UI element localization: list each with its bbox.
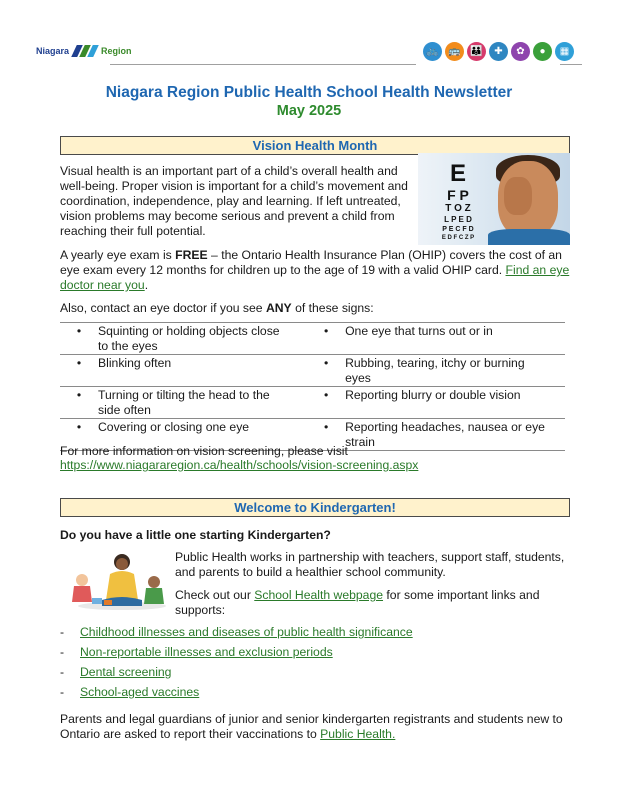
- dash-marker: -: [60, 645, 65, 659]
- vision-screening-link[interactable]: https://www.niagararegion.ca/health/schools/vision-screening.aspx: [60, 458, 419, 472]
- child-shirt: [488, 229, 570, 245]
- bicycle-icon: 🚲: [423, 42, 442, 61]
- eye-chart-line: L P E D: [444, 215, 472, 224]
- sign-cell: [60, 323, 307, 355]
- newsletter-title: Niagara Region Public Health School Health Newsletter: [105, 84, 513, 101]
- sign-text: Covering or closing one eye: [98, 420, 250, 434]
- signs-text-start: Also, contact an eye doctor if you see: [60, 301, 266, 315]
- logo-text-region: Region: [101, 45, 132, 56]
- exam-free-bold: FREE: [175, 248, 208, 262]
- school-health-webpage-link[interactable]: School Health webpage: [254, 588, 384, 602]
- list-item: [60, 625, 570, 645]
- sign-text: Reporting headaches, nausea or eye strain: [345, 420, 545, 449]
- list-item: [60, 665, 570, 685]
- vision-intro: Visual health is an important part of a child’s overall health and well-being. Proper vision is important for a child’s movement and coordination, independence, play and learning. If left untreated, vision problems may become serious and prevent a child from reaching their full potential.: [60, 164, 408, 238]
- sign-cell: [60, 387, 307, 419]
- apple-icon: ●: [533, 42, 552, 61]
- exam-text-start: A yearly eye exam is: [60, 248, 176, 262]
- report-text: Parents and legal guardians of junior and senior kindergarten registrants and students new to Ontario are asked to report their vaccinations to: [60, 712, 563, 741]
- vision-signs-table: [60, 322, 565, 451]
- eye-chart-line: F P: [447, 187, 469, 203]
- vaccination-report-text: [60, 712, 570, 742]
- logo-mark-icon: [72, 45, 98, 57]
- header-divider-left: [110, 64, 416, 65]
- signs-row: [60, 355, 565, 387]
- resource-link[interactable]: Childhood illnesses and diseases of public health significance: [80, 625, 413, 639]
- eye-exam-paragraph: [60, 248, 570, 293]
- signs-row: [60, 387, 565, 419]
- bullet-icon: •: [76, 356, 82, 370]
- bullet-icon: •: [323, 324, 329, 338]
- bullet-icon: •: [323, 420, 329, 434]
- building-icon: ▦: [555, 42, 574, 61]
- signs-row: [60, 323, 565, 355]
- bullet-icon: •: [323, 388, 329, 402]
- sign-text: One eye that turns out or in: [345, 324, 493, 338]
- kindergarten-question: Do you have a little one starting Kindergarten?: [60, 528, 331, 542]
- dash-marker: -: [60, 625, 65, 639]
- find-eye-doctor-link[interactable]: Find an eye doctor near you: [60, 263, 570, 292]
- header-divider-right: [560, 64, 582, 65]
- sign-text: Turning or tilting the head to the side often: [98, 388, 270, 417]
- brain-icon: ✿: [511, 42, 530, 61]
- kindergarten-section-heading: Welcome to Kindergarten!: [60, 498, 570, 517]
- vision-section-heading: Vision Health Month: [60, 136, 570, 155]
- resource-link[interactable]: Non-reportable illnesses and exclusion periods: [80, 645, 333, 659]
- exam-text-end: .: [144, 278, 149, 292]
- sign-text: Rubbing, tearing, itchy or burning eyes: [345, 356, 525, 385]
- eye-chart-line: P E C F D: [442, 226, 474, 233]
- bullet-icon: •: [76, 324, 82, 338]
- topic-icons: [423, 42, 574, 61]
- list-item: [60, 685, 570, 705]
- list-item: [60, 645, 570, 665]
- sign-cell: [307, 387, 565, 419]
- sign-text: Blinking often: [98, 356, 172, 370]
- sign-cell: [307, 355, 565, 387]
- resource-link[interactable]: Dental screening: [80, 665, 172, 679]
- more-info-text: For more information on vision screening, please visit: [60, 444, 348, 458]
- check-text-end: for some important links and supports:: [175, 588, 540, 617]
- signs-text-end: of these signs:: [291, 301, 374, 315]
- eye-chart: [430, 161, 486, 242]
- check-text-start: Check out our: [175, 588, 255, 602]
- signs-any-bold: ANY: [265, 301, 292, 315]
- sign-text: Reporting blurry or double vision: [345, 388, 521, 402]
- bullet-icon: •: [76, 388, 82, 402]
- partnership-text: Public Health works in partnership with teachers, support staff, students, and parents to build a healthier school community.: [175, 550, 565, 579]
- public-health-link[interactable]: Public Health.: [320, 727, 396, 741]
- niagara-region-logo[interactable]: [36, 44, 132, 58]
- family-icon: 👪: [467, 42, 486, 61]
- sign-text: Squinting or holding objects close to the eyes: [98, 324, 280, 353]
- medical-icon: ✚: [489, 42, 508, 61]
- dash-marker: -: [60, 685, 65, 699]
- exam-text-middle: – the Ontario Health Insurance Plan (OHIP) covers the cost of an eye exam every 12 months for children up to the age of 19 with a valid OHIP card.: [60, 248, 562, 277]
- page-header: [0, 0, 618, 70]
- child-eye-exam-photo: [418, 153, 570, 245]
- dash-marker: -: [60, 665, 65, 679]
- eye-chart-line: E D F C Z P: [441, 235, 475, 241]
- sign-cell: [60, 355, 307, 387]
- eye-chart-line: E: [449, 160, 466, 187]
- eye-chart-line: T O Z: [445, 203, 471, 214]
- bullet-icon: •: [323, 356, 329, 370]
- signs-intro: [60, 301, 570, 316]
- more-info-url-line: [60, 458, 570, 473]
- sign-cell: [307, 323, 565, 355]
- newsletter-date: May 2025: [276, 103, 342, 119]
- logo-text-niagara: Niagara: [36, 45, 70, 56]
- kindergarten-links-list: [60, 625, 570, 705]
- resource-link[interactable]: School-aged vaccines: [80, 685, 200, 699]
- kindergarten-illustration: [62, 550, 168, 610]
- bullet-icon: •: [76, 420, 82, 434]
- child-hand: [504, 177, 532, 215]
- school-bus-icon: 🚌: [445, 42, 464, 61]
- check-webpage-text: [175, 588, 570, 618]
